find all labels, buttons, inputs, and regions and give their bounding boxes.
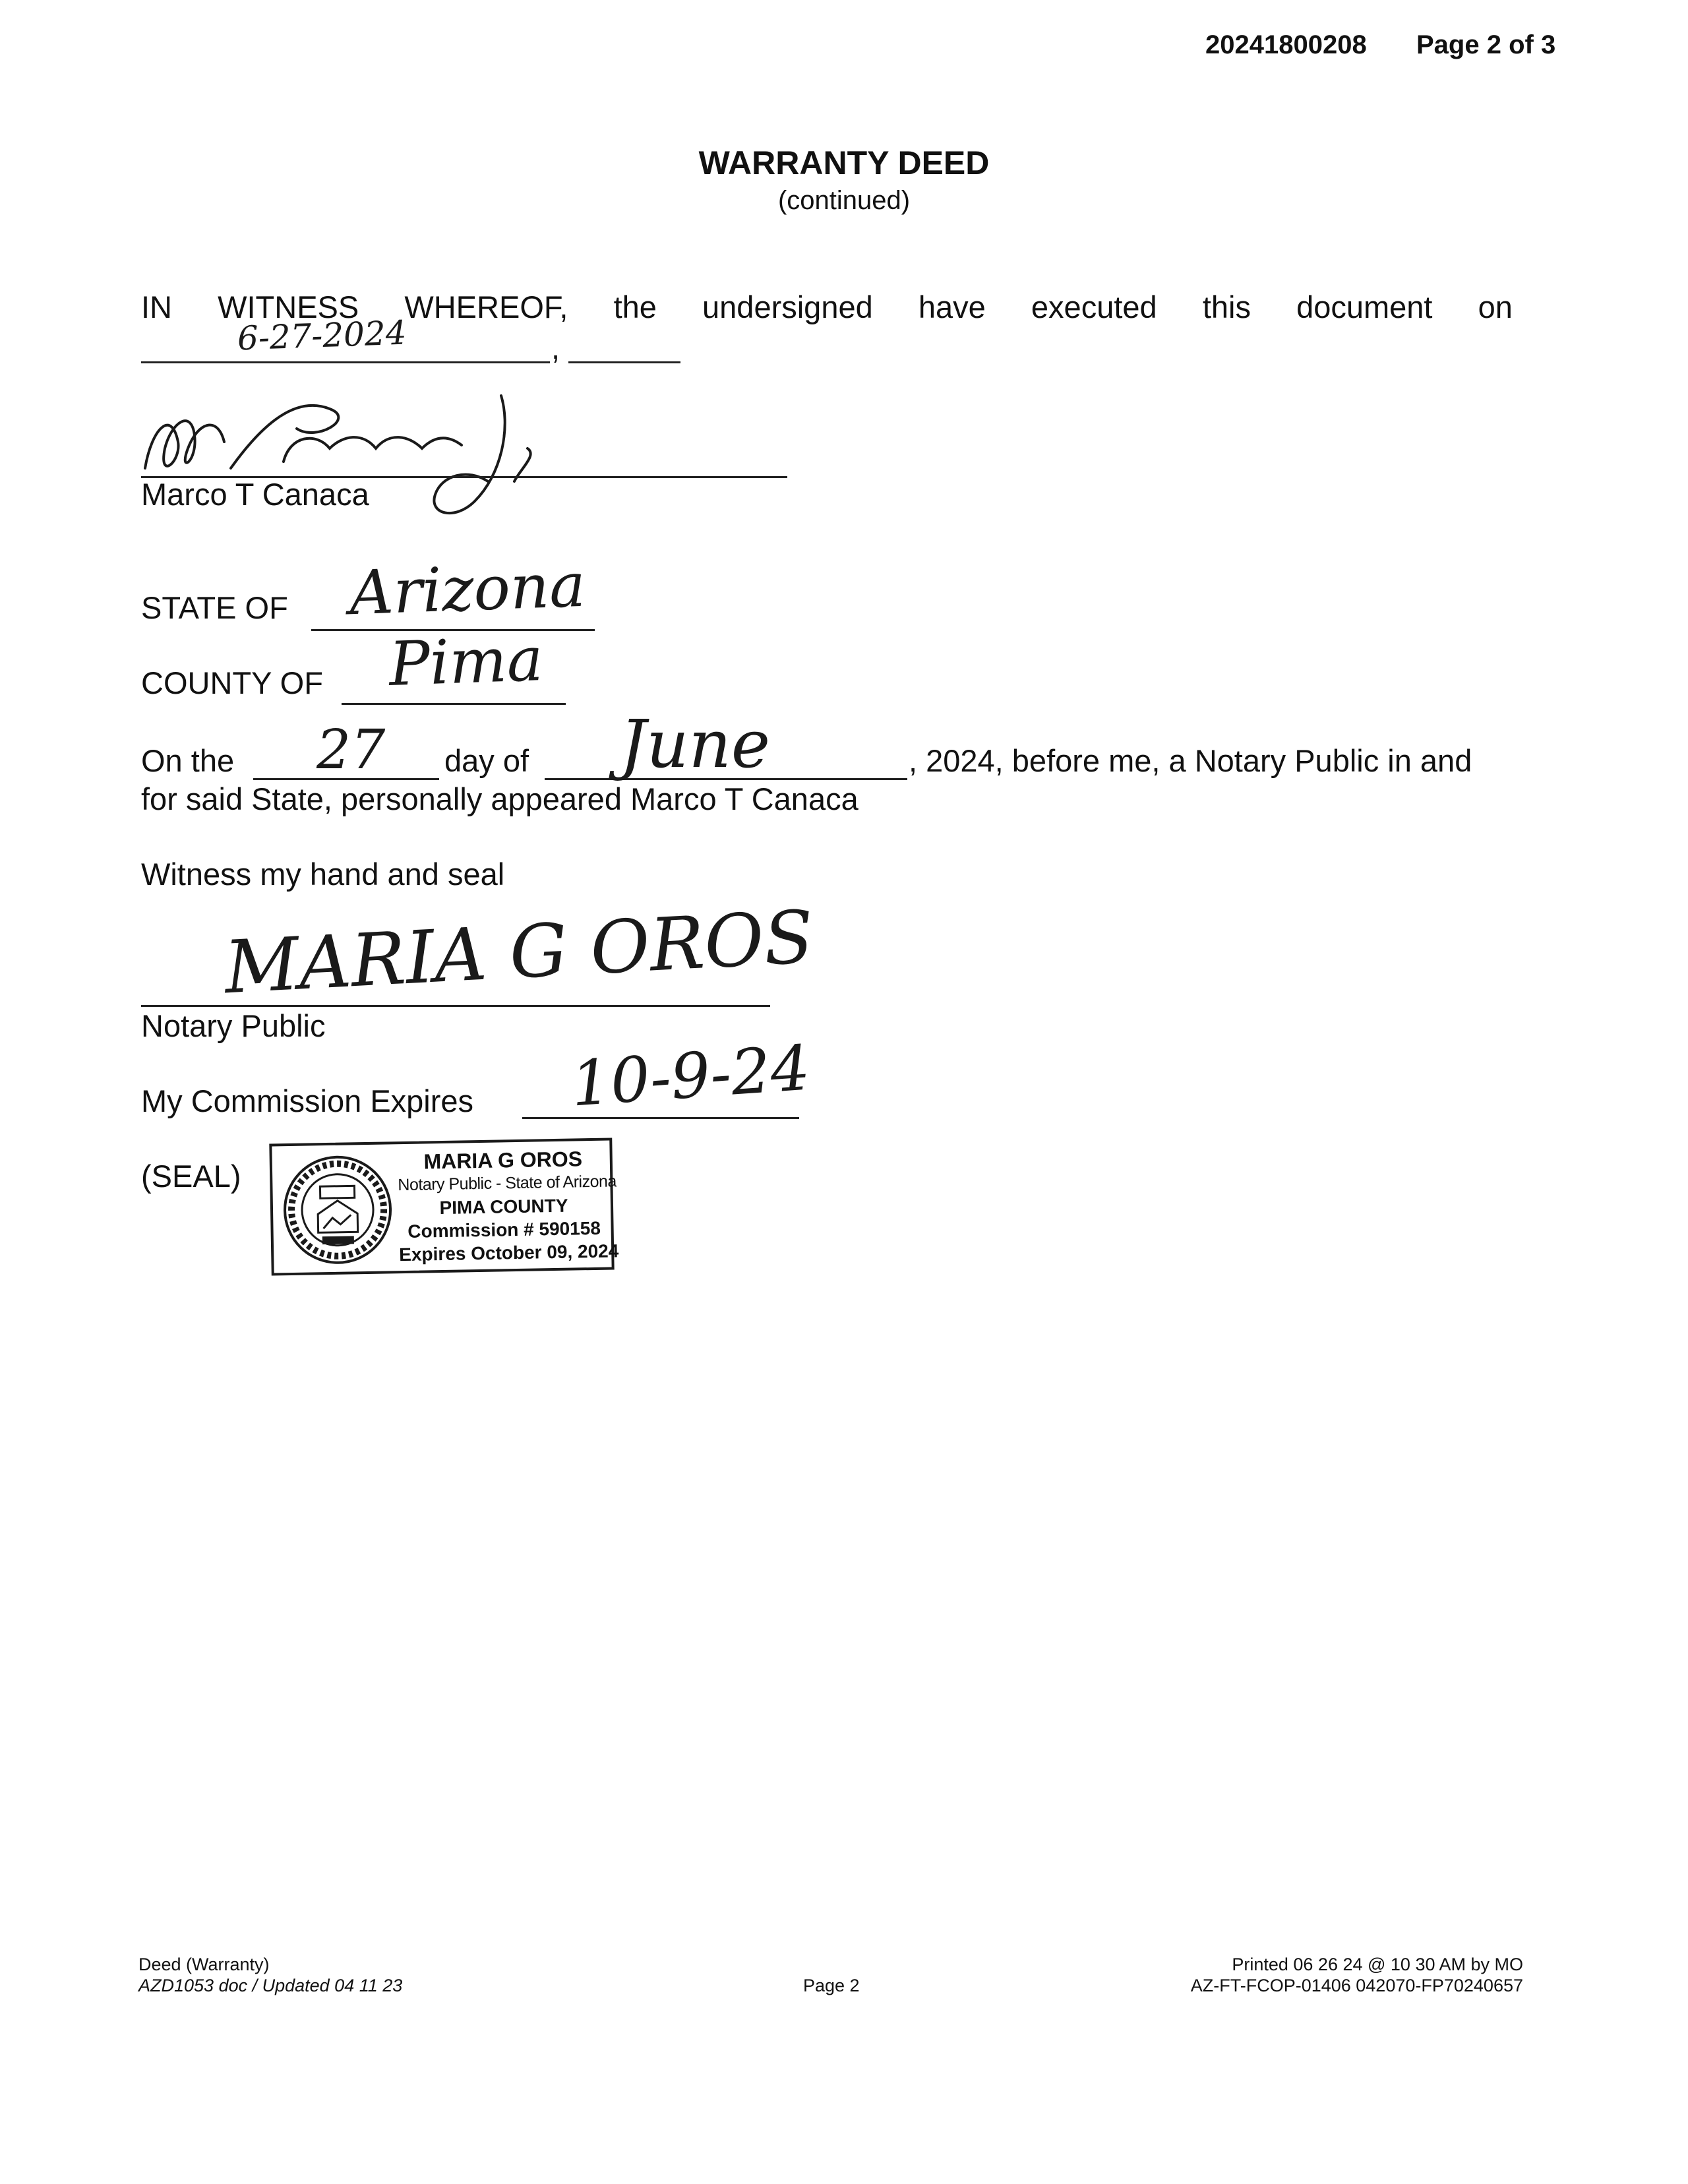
document-title: WARRANTY DEED bbox=[698, 144, 990, 181]
notary-signature-handwritten: MARIA G OROS bbox=[222, 894, 816, 1010]
signer-name: Marco T Canaca bbox=[141, 477, 369, 512]
commission-handwritten: 10-9-24 bbox=[568, 1032, 812, 1121]
county-line bbox=[342, 703, 566, 705]
witness-word: on bbox=[1478, 289, 1513, 324]
footer-printed-info: Printed 06 26 24 @ 10 30 AM by MO bbox=[1232, 1955, 1523, 1974]
witness-word: the bbox=[613, 289, 657, 324]
state-seal-icon bbox=[282, 1153, 394, 1266]
page-indicator: Page 2 of 3 bbox=[1416, 30, 1556, 59]
witness-word: IN bbox=[141, 289, 172, 324]
year-suffix-text: , 2024, before me, a Notary Public in and bbox=[909, 743, 1472, 778]
execution-date-line bbox=[141, 361, 550, 363]
witness-hand-seal: Witness my hand and seal bbox=[141, 857, 505, 892]
stamp-county: PIMA COUNTY bbox=[439, 1195, 568, 1219]
notary-signature-line bbox=[141, 1005, 770, 1007]
stamp-notary-state: Notary Public - State of Arizona bbox=[398, 1172, 617, 1195]
stamp-text-block bbox=[398, 1147, 619, 1267]
appearance-text: for said State, personally appeared Marco T Canaca bbox=[141, 781, 859, 816]
county-label: COUNTY OF bbox=[141, 665, 323, 700]
county-handwritten: Pima bbox=[388, 623, 545, 700]
document-number: 20241800208 bbox=[1205, 30, 1367, 59]
month-handwritten: June bbox=[620, 706, 771, 783]
seal-label: (SEAL) bbox=[141, 1159, 241, 1194]
footer-form-version: AZD1053 doc / Updated 04 11 23 bbox=[138, 1976, 403, 1995]
witness-word: executed bbox=[1031, 289, 1157, 324]
witness-word: this bbox=[1202, 289, 1251, 324]
witness-word: WHEREOF, bbox=[404, 289, 568, 324]
document-subtitle: (continued) bbox=[777, 186, 911, 215]
footer-page-number: Page 2 bbox=[803, 1976, 860, 1995]
witness-word: undersigned bbox=[702, 289, 873, 324]
witness-word: document bbox=[1296, 289, 1433, 324]
footer-form-name: Deed (Warranty) bbox=[138, 1955, 270, 1974]
execution-date-comma: , bbox=[551, 330, 560, 365]
witness-word: WITNESS bbox=[218, 289, 359, 324]
stamp-commission-number: Commission # 590158 bbox=[407, 1217, 601, 1242]
commission-line bbox=[522, 1117, 799, 1119]
execution-date-handwritten: 6-27-2024 bbox=[237, 313, 407, 358]
stamp-expiration: Expires October 09, 2024 bbox=[398, 1240, 619, 1265]
day-handwritten: 27 bbox=[316, 719, 386, 781]
witness-word: have bbox=[918, 289, 986, 324]
commission-label: My Commission Expires bbox=[141, 1083, 474, 1118]
state-handwritten: Arizona bbox=[348, 549, 587, 629]
execution-date-line-tail bbox=[568, 361, 680, 363]
notary-public-label: Notary Public bbox=[141, 1008, 326, 1043]
day-of-label: day of bbox=[444, 743, 529, 778]
notary-stamp bbox=[269, 1138, 619, 1275]
footer-file-number: AZ-FT-FCOP-01406 042070-FP70240657 bbox=[1190, 1976, 1523, 1995]
stamp-notary-name: MARIA G OROS bbox=[423, 1147, 583, 1174]
state-label: STATE OF bbox=[141, 590, 288, 625]
on-the-label: On the bbox=[141, 743, 235, 778]
